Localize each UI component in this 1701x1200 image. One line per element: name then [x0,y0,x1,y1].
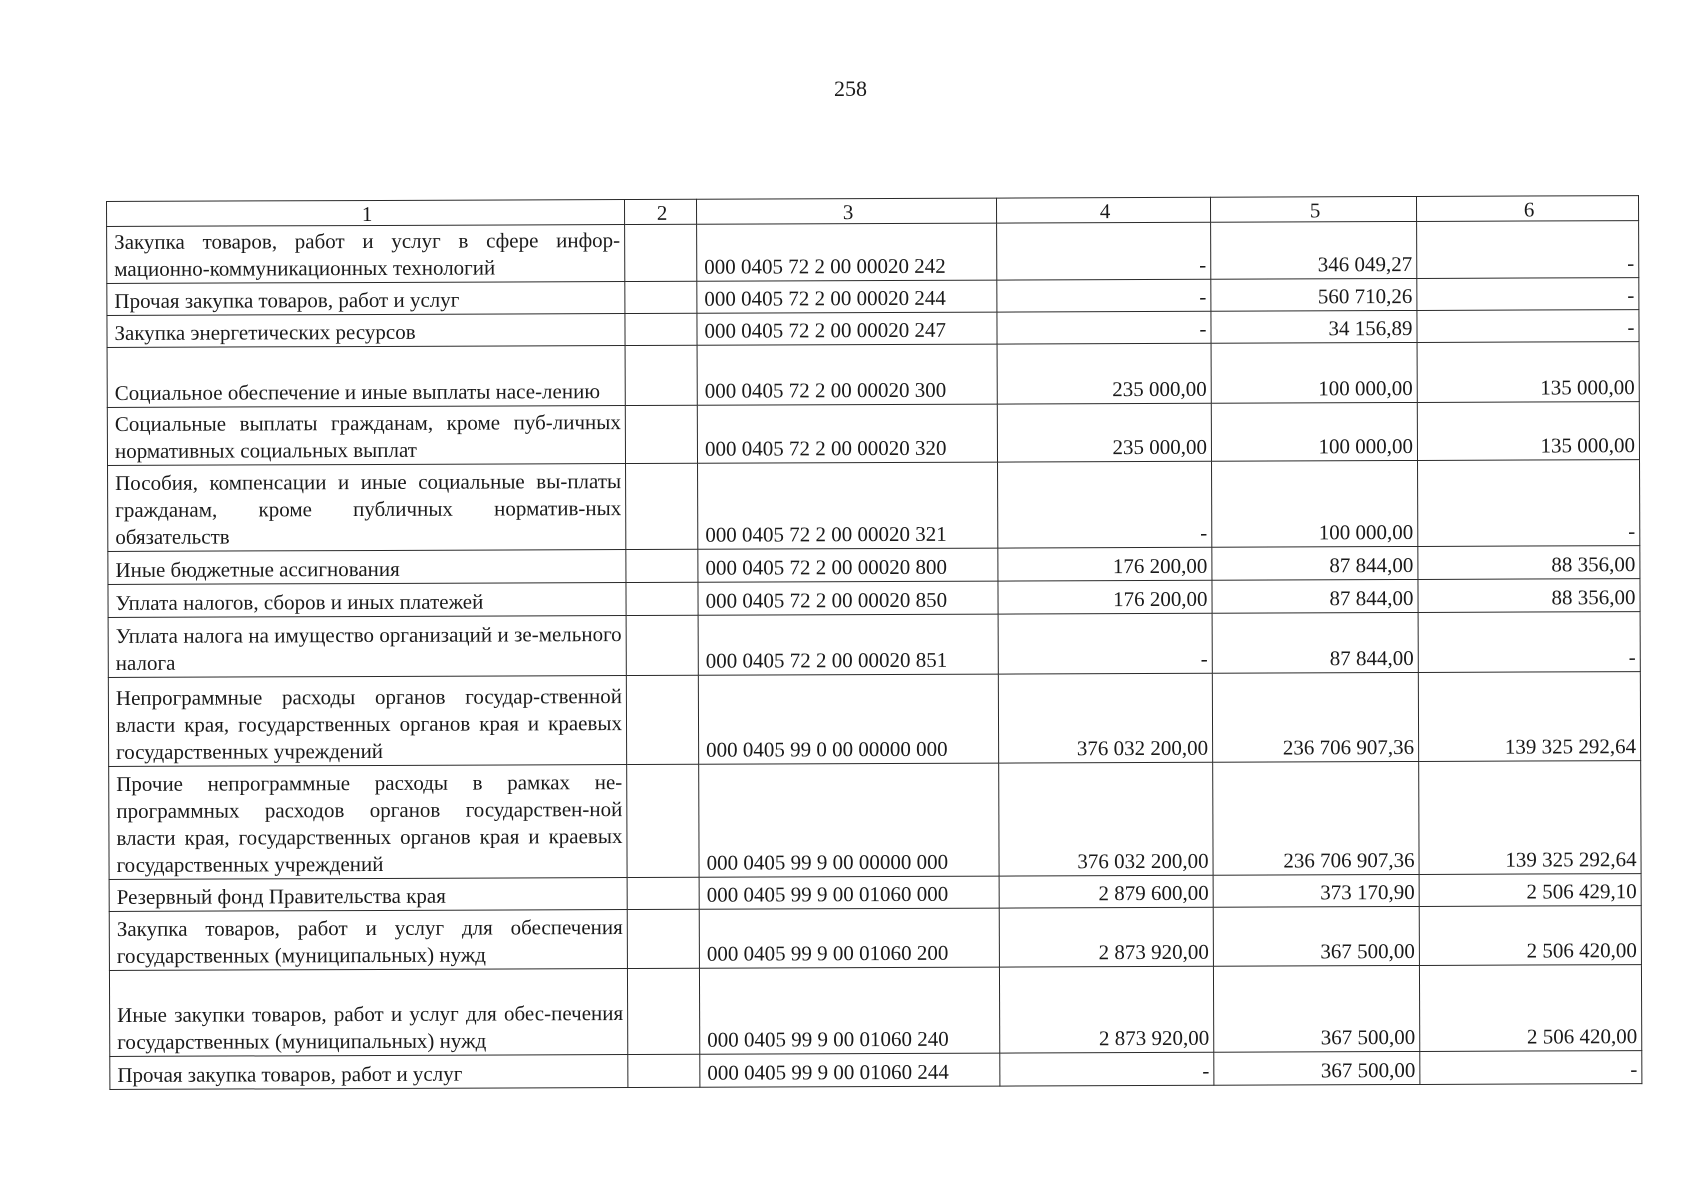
row-name: Социальное обеспечение и иные выплаты насе-лению [107,346,625,408]
table-row [108,579,1640,618]
row-amount-4: - [998,461,1212,548]
row-name: Закупка товаров, работ и услуг для обеспечения государственных (муниципальных) нужд [109,910,627,971]
row-amount-6: 139 325 292,64 [1419,761,1641,875]
row-name: Непрограммные расходы органов государ-ственной власти края, государственных органов края и краевых государственных учреждений [108,676,626,767]
row-code: 000 0405 72 2 00 00020 300 [697,344,997,405]
row-amount-5: 560 710,26 [1211,278,1417,311]
row-amount-4: - [997,311,1211,344]
row-amount-6: 2 506 429,10 [1419,874,1641,907]
row-amount-5: 367 500,00 [1213,965,1419,1052]
row-amount-6: 135 000,00 [1417,402,1639,461]
row-col2 [626,549,698,582]
row-amount-4: 2 873 920,00 [999,907,1213,967]
row-amount-6: - [1418,460,1640,547]
table-row [109,965,1641,1057]
row-amount-5: 100 000,00 [1211,342,1417,403]
row-amount-5: 367 500,00 [1214,1051,1420,1085]
row-amount-5: 100 000,00 [1212,460,1418,547]
row-name: Уплата налога на имущество организаций и зе-мельного налога [108,616,626,678]
row-code: 000 0405 72 2 00 00020 850 [698,581,998,615]
row-name: Уплата налогов, сборов и иных платежей [108,583,626,618]
row-col2 [627,968,699,1054]
row-code: 000 0405 99 9 00 01060 200 [699,908,999,968]
page-number: 258 [834,76,867,101]
row-amount-4: 235 000,00 [997,403,1211,462]
row-col2 [625,313,697,345]
table-row [107,278,1639,316]
row-name: Социальные выплаты гражданам, кроме пуб-личных нормативных социальных выплат [107,406,625,466]
row-col2 [626,675,698,764]
row-col2 [625,224,697,281]
row-code: 000 0405 72 2 00 00020 851 [698,614,998,675]
row-name: Прочие непрограммные расходы в рамках не-программных расходов органов государствен-ной власти края, государственных органов края и краевых государственных учреждений [109,765,627,880]
row-amount-4: 2 873 920,00 [999,966,1213,1053]
header-col-4: 4 [996,197,1210,223]
row-name: Пособия, компенсации и иные социальные вы-платы гражданам, кроме публичных норматив-ных обязательств [108,464,626,552]
row-code: 000 0405 99 9 00 01060 240 [699,967,999,1054]
row-amount-4: 235 000,00 [997,343,1211,404]
row-amount-6: 88 356,00 [1418,546,1640,580]
row-amount-5: 87 844,00 [1212,579,1418,613]
row-amount-6: 2 506 420,00 [1419,906,1641,966]
row-amount-6: 2 506 420,00 [1419,965,1641,1052]
row-code: 000 0405 72 2 00 00020 244 [697,280,997,313]
row-code: 000 0405 99 9 00 01060 244 [700,1053,1000,1087]
row-name: Закупка энергетических ресурсов [107,314,625,348]
table-row [107,402,1639,466]
row-amount-6: 135 000,00 [1417,342,1639,403]
row-code: 000 0405 72 2 00 00020 247 [697,312,997,345]
row-col2 [628,1054,700,1087]
table-row [107,342,1639,408]
table-row [107,221,1639,284]
row-amount-5: 236 706 907,36 [1213,761,1419,875]
row-code: 000 0405 72 2 00 00020 242 [697,223,997,281]
row-col2 [625,345,697,405]
header-col-6: 6 [1416,196,1638,222]
table-row [109,874,1641,912]
header-col-5: 5 [1210,196,1416,222]
row-amount-6: - [1420,1051,1642,1085]
row-amount-4: 176 200,00 [998,547,1212,581]
row-amount-4: - [998,613,1212,674]
header-col-2: 2 [624,199,696,224]
row-amount-4: 2 879 600,00 [999,875,1213,908]
row-code: 000 0405 99 9 00 00000 000 [699,763,999,877]
row-amount-6: - [1418,612,1640,673]
row-col2 [625,281,697,313]
table-row [107,310,1639,348]
row-amount-5: 34 156,89 [1211,310,1417,343]
row-amount-5: 236 706 907,36 [1212,672,1418,762]
row-amount-5: 373 170,90 [1213,874,1419,907]
header-col-3: 3 [696,198,996,224]
row-amount-5: 87 844,00 [1212,546,1418,580]
row-code: 000 0405 72 2 00 00020 321 [698,462,998,549]
row-amount-4: - [1000,1052,1214,1086]
row-amount-6: - [1417,278,1639,311]
row-name: Прочая закупка товаров, работ и услуг [110,1055,628,1090]
table-row [110,1051,1642,1090]
row-amount-6: - [1417,310,1639,343]
row-amount-4: - [997,222,1211,280]
table-row [109,761,1641,880]
row-col2 [627,764,699,877]
row-amount-6: 139 325 292,64 [1418,672,1640,762]
header-col-1: 1 [107,200,625,227]
table-row [109,906,1641,971]
row-code: 000 0405 99 9 00 01060 000 [699,876,999,909]
row-amount-4: 376 032 200,00 [998,673,1212,763]
row-col2 [626,463,698,549]
table-row [108,460,1640,552]
row-amount-4: - [997,279,1211,312]
table-row [108,612,1640,678]
row-amount-5: 87 844,00 [1212,612,1418,673]
table-row [108,672,1640,767]
row-col2 [627,877,699,909]
row-code: 000 0405 99 0 00 00000 000 [698,674,998,764]
row-amount-4: 176 200,00 [998,580,1212,614]
row-code: 000 0405 72 2 00 00020 800 [698,548,998,582]
row-col2 [626,582,698,615]
budget-table [106,195,1642,1090]
row-amount-5: 100 000,00 [1211,402,1417,461]
table-row [108,546,1640,585]
row-col2 [627,909,699,968]
row-amount-5: 346 049,27 [1211,221,1417,279]
row-col2 [626,615,698,675]
row-amount-6: 88 356,00 [1418,579,1640,613]
row-name: Иные закупки товаров, работ и услуг для обес-печения государственных (муниципальных) нужд [109,969,627,1057]
row-amount-6: - [1417,221,1639,279]
row-code: 000 0405 72 2 00 00020 320 [697,404,997,463]
row-name: Резервный фонд Правительства края [109,878,627,912]
row-amount-4: 376 032 200,00 [999,762,1213,876]
row-name: Прочая закупка товаров, работ и услуг [107,282,625,316]
row-name: Закупка товаров, работ и услуг в сфере инфор-мационно-коммуникационных технологий [107,225,625,284]
row-col2 [625,405,697,463]
row-amount-5: 367 500,00 [1213,906,1419,966]
row-name: Иные бюджетные ассигнования [108,550,626,585]
